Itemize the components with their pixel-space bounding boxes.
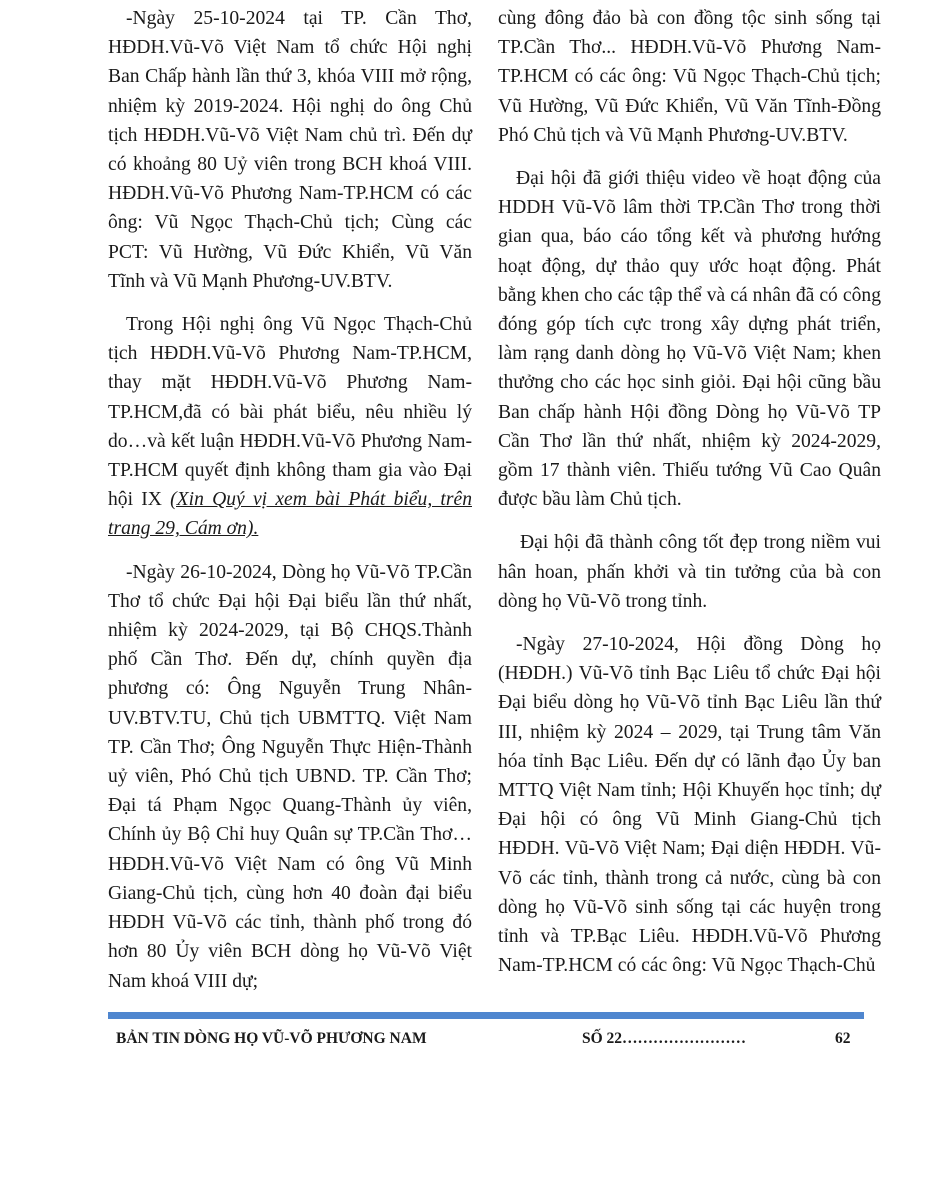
paragraph-congress-27-10: -Ngày 27-10-2024, Hội đồng Dòng họ (HĐDH.) Vũ-Võ tỉnh Bạc Liêu tổ chức Đại hội Đại biểu dòng họ Vũ-Võ tỉnh Bạc Liêu lần thứ III, nhiệm kỳ 2024 – 2029, tại Trung tâm Văn hóa tỉnh Bạc Liêu. Đến dự có lãnh đạo Ủy ban MTTQ Việt Nam tỉnh; Hội Khuyến học tỉnh; dự Đại hội có ông Vũ Minh Giang-Chủ tịch HĐDH. Vũ-Võ Việt Nam; Đại diện HĐDH. Vũ-Võ các tỉnh, thành trong cả nước, cùng bà con dòng họ Vũ-Võ sinh sống tại các huyện trong tỉnh và TP.Bạc Liêu. HĐDH.Vũ-Võ Phương Nam-TP.HCM có các ông: Vũ Ngọc Thạch-Chủ	[498, 634, 881, 977]
footer-divider	[108, 1012, 864, 1019]
paragraph-congress-success: Đại hội đã thành công tốt đẹp trong niềm vui hân hoan, phấn khởi và tin tưởng của bà con dòng họ Vũ-Võ trong tỉnh.	[498, 532, 881, 612]
speech-reference-note: (Xin Quý vị xem bài Phát biểu, trên trang 29, Cám ơn).	[108, 489, 472, 540]
left-column	[108, 4, 472, 1010]
footer-issue-number: SỐ 22……………………	[582, 1030, 747, 1047]
page-number: 62	[835, 1030, 851, 1047]
footer-publication-title: BẢN TIN DÒNG HỌ VŨ-VÕ PHƯƠNG NAM	[116, 1030, 427, 1047]
paragraph-congress-activities: Đại hội đã giới thiệu video về hoạt động của HDDH Vũ-Võ lâm thời TP.Cần Thơ trong thời gian qua, báo cáo tổng kết và phương hướng hoạt động, dự thảo quy ước hoạt động. Phát bằng khen cho các tập thể và cá nhân đã có công đóng góp tích cực trong xây dựng phát triển, làm rạng danh dòng họ Vũ-Võ Việt Nam; khen thưởng cho các học sinh giỏi. Đại hội cũng bầu Ban chấp hành Hội đồng Dòng họ Vũ-Võ TP Cần Thơ lần thứ nhất, nhiệm kỳ 2024-2029, gồm 17 thành viên. Thiếu tướng Vũ Cao Quân được bầu làm Chủ tịch.	[498, 168, 881, 511]
paragraph-speech-text: Trong Hội nghị ông Vũ Ngọc Thạch-Chủ tịch HĐDH.Vũ-Võ Phương Nam-TP.HCM, thay mặt HĐDH.Vũ-Võ Phương Nam-TP.HCM,đã có bài phát biểu, nêu nhiều lý do…và kết luận HĐDH.Vũ-Võ Phương Nam-TP.HCM quyết định không tham gia vào Đại hội IX	[108, 314, 472, 511]
right-column	[498, 4, 881, 995]
paragraph-speech	[108, 310, 472, 544]
paragraph-congress-26-10: -Ngày 26-10-2024, Dòng họ Vũ-Võ TP.Cần Thơ tổ chức Đại hội Đại biểu lần thứ nhất, nhiệm kỳ 2024-2029, tại Bộ CHQS.Thành phố Cần Thơ. Đến dự, chính quyền địa phương có: Ông Nguyễn Trung Nhân-UV.BTV.TU, Chủ tịch UBMTTQ. Việt Nam TP. Cần Thơ; Ông Nguyễn Thực Hiện-Thành uỷ viên, Phó Chủ tịch UBND. TP. Cần Thơ; Đại tá Phạm Ngọc Quang-Thành ủy viên, Chính ủy Bộ Chỉ huy Quân sự TP.Cần Thơ… HĐDH.Vũ-Võ Việt Nam có ông Vũ Minh Giang-Chủ tịch, cùng hơn 40 đoàn đại biểu HĐDH Vũ-Võ các tỉnh, thành phố trong đó hơn 80 Ủy viên BCH dòng họ Vũ-Võ Việt Nam khoá VIII dự;	[108, 561, 472, 992]
paragraph-meeting-25-10: -Ngày 25-10-2024 tại TP. Cần Thơ, HĐDH.Vũ-Võ Việt Nam tổ chức Hội nghị Ban Chấp hành lần thứ 3, khóa VIII mở rộng, nhiệm kỳ 2019-2024. Hội nghị do ông Chủ tịch HĐDH.Vũ-Võ Việt Nam chủ trì. Đến dự có khoảng 80 Uỷ viên trong BCH khoá VIII. HĐDH.Vũ-Võ Phương Nam-TP.HCM có các ông: Vũ Ngọc Thạch-Chủ tịch; Cùng các PCT: Vũ Hường, Vũ Đức Khiển, Vũ Văn Tĩnh và Vũ Mạnh Phương-UV.BTV.	[108, 8, 472, 292]
paragraph-attendees-continued: cùng đông đảo bà con đồng tộc sinh sống tại TP.Cần Thơ... HĐDH.Vũ-Võ Phương Nam-TP.HCM có các ông: Vũ Ngọc Thạch-Chủ tịch; Vũ Hường, Vũ Đức Khiển, Vũ Văn Tĩnh-Đồng Phó Chủ tịch và Vũ Mạnh Phương-UV.BTV.	[498, 8, 881, 146]
